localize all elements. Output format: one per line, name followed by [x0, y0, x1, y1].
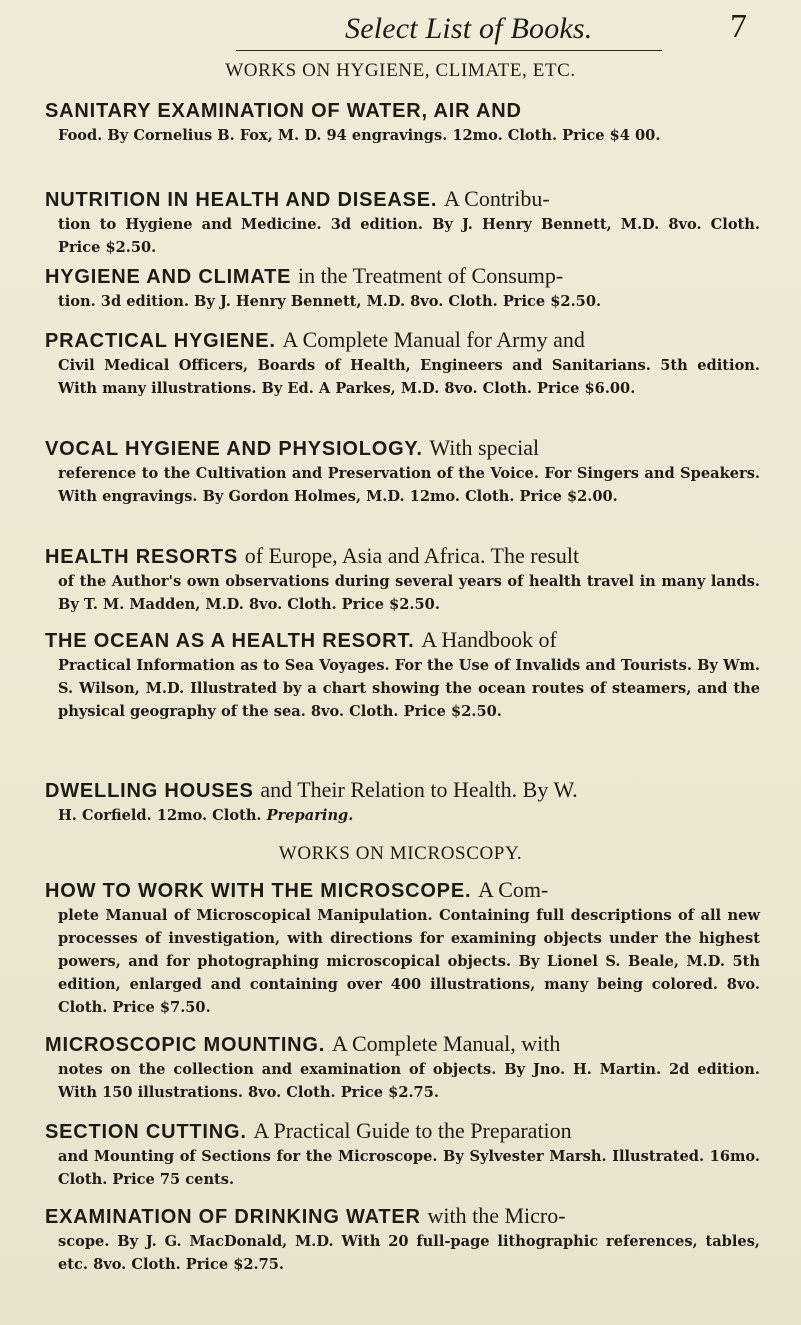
book-subtitle: A Complete Manual for Army and — [282, 327, 585, 352]
book-subtitle: A Handbook of — [421, 627, 557, 652]
book-entry — [45, 1031, 760, 1104]
book-details: plete Manual of Microscopical Manipulation. Containing full descriptions of all new processes of investigation, with directions for examining objects under the highest powers, and for photographing microscopical objects. By Lionel S. Beale, M.D. 5th edition, enlarged and containing over 400 illustrations, many being colored. 8vo. Cloth. — [58, 907, 760, 1016]
book-details: H. Corfield. 12mo. Cloth. — [58, 807, 262, 824]
book-price: Price $6.00. — [537, 380, 636, 397]
book-title: VOCAL HYGIENE AND PHYSIOLOGY. — [45, 438, 423, 460]
book-title: PRACTICAL HYGIENE. — [45, 330, 276, 352]
book-entry — [45, 327, 760, 400]
book-details: of the Author's own observations during several years of health travel in many lands. By T. M. Madden, M.D. 8vo. Cloth. — [58, 573, 760, 613]
book-title: DWELLING HOUSES — [45, 780, 254, 802]
book-title: MICROSCOPIC MOUNTING. — [45, 1034, 326, 1056]
running-head — [0, 8, 801, 52]
book-subtitle: A Practical Guide to the Preparation — [253, 1118, 572, 1143]
book-entry — [45, 1203, 760, 1276]
book-title-continuation: Food. — [58, 127, 103, 144]
book-status: Preparing. — [266, 807, 354, 824]
book-details: By Cornelius B. Fox, M. D. 94 engravings. 12mo. Cloth. — [107, 127, 558, 144]
book-price: Price 75 cents. — [112, 1171, 235, 1188]
book-subtitle: A Complete Manual, with — [331, 1031, 561, 1056]
book-details: reference to the Cultivation and Preservation of the Voice. For Singers and Speakers. With engravings. By Gordon Holmes, M.D. 12mo. Cloth. — [58, 465, 760, 505]
book-price: Price $2.50. — [403, 703, 502, 720]
book-entry — [45, 263, 760, 313]
book-title: HYGIENE AND CLIMATE — [45, 266, 292, 288]
section-heading-hygiene: WORKS ON HYGIENE, CLIMATE, ETC. — [225, 60, 576, 81]
book-details: tion to Hygiene and Medicine. 3d edition. By J. Henry Bennett, M.D. 8vo. Cloth. — [58, 216, 760, 233]
header-rule — [236, 50, 662, 51]
book-subtitle: of Europe, Asia and Africa. The result — [244, 543, 580, 568]
book-title: NUTRITION IN HEALTH AND DISEASE. — [45, 189, 438, 211]
page-number: 7 — [730, 8, 747, 45]
running-title: Select List of Books. — [345, 12, 593, 45]
book-price: Price $4 00. — [562, 127, 661, 144]
book-entry — [45, 627, 760, 723]
book-details: Practical Information as to Sea Voyages. For the Use of Invalids and Tourists. By Wm. S. Wilson, M.D. Illustrated by a chart showing the ocean routes of steamers, and the physical geography of the sea. 8vo. Cloth. — [58, 657, 760, 720]
book-title: HEALTH RESORTS — [45, 546, 239, 568]
book-details: Civil Medical Officers, Boards of Health, Engineers and Sanitarians. 5th edition. With many illustrations. By Ed. A Parkes, M.D. 8vo. Cloth. — [58, 357, 760, 397]
book-price: Price $2.00. — [519, 488, 618, 505]
book-price: Price $2.50. — [58, 239, 157, 256]
book-price: Price $2.50. — [341, 596, 440, 613]
book-price: Price $2.75. — [340, 1084, 439, 1101]
book-title: THE OCEAN AS A HEALTH RESORT. — [45, 630, 415, 652]
book-price: Price $2.75. — [185, 1256, 285, 1273]
book-title: SANITARY EXAMINATION OF WATER, AIR AND — [45, 100, 522, 122]
book-subtitle: A Contribu- — [443, 186, 550, 211]
book-title: EXAMINATION OF DRINKING WATER — [45, 1206, 421, 1228]
book-title: HOW TO WORK WITH THE MICROSCOPE. — [45, 880, 472, 902]
book-title: SECTION CUTTING. — [45, 1121, 247, 1143]
book-details: scope. By J. G. MacDonald, M.D. With 20 full-page lithographic references, tables, etc. 8vo. Cloth. — [58, 1233, 760, 1273]
book-subtitle: A Com- — [478, 877, 549, 902]
book-entry — [45, 1118, 760, 1191]
book-subtitle: and Their Relation to Health. By W. — [260, 777, 578, 802]
book-price: Price $2.50. — [502, 293, 602, 310]
book-entry — [45, 777, 760, 827]
book-details: tion. 3d edition. By J. Henry Bennett, M.D. 8vo. Cloth. — [58, 293, 498, 310]
book-entry — [45, 186, 760, 259]
book-subtitle: with the Micro- — [427, 1203, 566, 1228]
section-heading-microscopy: WORKS ON MICROSCOPY. — [278, 843, 523, 864]
book-details: notes on the collection and examination of objects. By Jno. H. Martin. 2d edition. With 150 illustrations. 8vo. Cloth. — [58, 1061, 760, 1101]
book-subtitle: in the Treatment of Consump- — [298, 263, 564, 288]
book-details: and Mounting of Sections for the Microscope. By Sylvester Marsh. Illustrated. 16mo. Cloth. — [58, 1148, 760, 1188]
book-subtitle: With special — [429, 435, 540, 460]
book-entry — [45, 97, 760, 147]
book-price: Price $7.50. — [112, 999, 211, 1016]
book-entry — [45, 543, 760, 616]
book-entry — [45, 877, 760, 1019]
book-entry — [45, 435, 760, 508]
